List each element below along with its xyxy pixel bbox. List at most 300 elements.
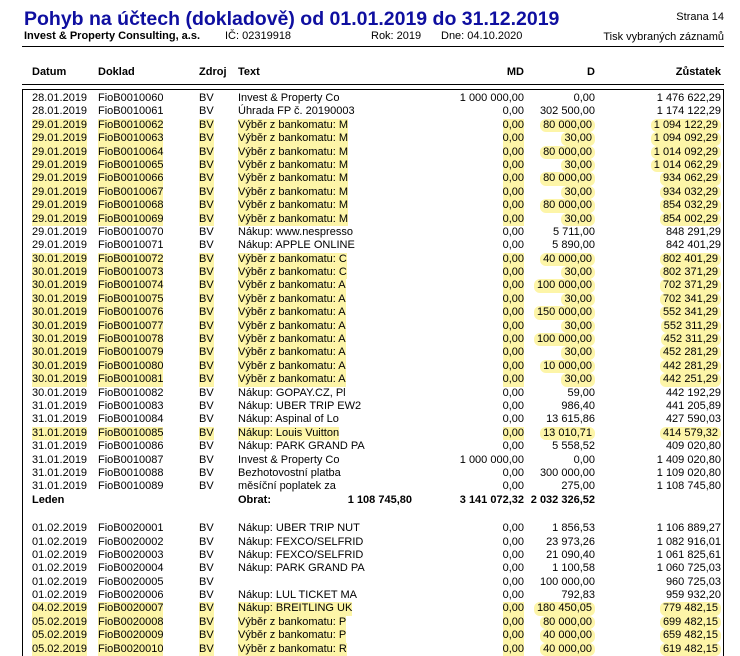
cell-txt: Nákup: BREITLING UK bbox=[238, 602, 353, 615]
cell-src: BV bbox=[199, 602, 214, 615]
cell-d: 80 000,00 bbox=[540, 199, 595, 212]
cell-d: 30,00 bbox=[561, 346, 595, 359]
cell-src: BV bbox=[199, 535, 214, 548]
cell-doc: FioB0010083 bbox=[98, 399, 164, 412]
summary-obrat-label: Obrat: bbox=[238, 493, 271, 506]
cell-date: 30.01.2019 bbox=[32, 346, 88, 359]
cell-src: BV bbox=[199, 629, 214, 642]
cell-bal: 854 002,29 bbox=[660, 213, 721, 226]
cell-doc: FioB0010077 bbox=[98, 319, 164, 332]
cell-doc: FioB0010081 bbox=[98, 373, 164, 386]
cell-md: 0,00 bbox=[502, 466, 524, 479]
cell-txt: Výběr z bankomatu: P bbox=[238, 615, 347, 628]
cell-md: 0,00 bbox=[502, 615, 524, 628]
cell-doc: FioB0010080 bbox=[98, 359, 164, 372]
cell-src: BV bbox=[199, 225, 214, 238]
cell-md: 0,00 bbox=[502, 548, 524, 561]
cell-date: 30.01.2019 bbox=[32, 319, 88, 332]
cell-d: 5 890,00 bbox=[552, 239, 595, 252]
cell-src: BV bbox=[199, 185, 214, 198]
cell-doc: FioB0010084 bbox=[98, 413, 164, 426]
cell-src: BV bbox=[199, 440, 214, 453]
cell-date: 29.01.2019 bbox=[32, 185, 88, 198]
cell-bal: 802 401,29 bbox=[660, 253, 721, 266]
cell-date: 31.01.2019 bbox=[32, 480, 88, 493]
cell-doc: FioB0010060 bbox=[98, 92, 164, 104]
cell-d: 10 000,00 bbox=[540, 360, 595, 373]
cell-date: 01.02.2019 bbox=[32, 575, 88, 588]
cell-src: BV bbox=[199, 359, 214, 372]
cell-d: 0,00 bbox=[573, 92, 595, 104]
month-summary-row bbox=[0, 494, 740, 507]
cell-date: 31.01.2019 bbox=[32, 399, 88, 412]
cell-md: 0,00 bbox=[502, 480, 524, 493]
cell-bal: 934 032,29 bbox=[660, 186, 721, 199]
cell-d: 1 100,58 bbox=[552, 562, 595, 575]
cell-txt: Nákup: APPLE ONLINE bbox=[238, 239, 355, 252]
cell-src: BV bbox=[199, 562, 214, 575]
cell-bal: 1 409 020,80 bbox=[656, 453, 721, 466]
cell-date: 05.02.2019 bbox=[32, 642, 88, 655]
cell-txt: Výběr z bankomatu: M bbox=[238, 158, 349, 171]
table-row bbox=[0, 387, 740, 400]
cell-md: 0,00 bbox=[502, 642, 524, 655]
cell-bal: 702 341,29 bbox=[660, 293, 721, 306]
cell-bal: 552 311,29 bbox=[661, 320, 721, 333]
cell-doc: FioB0010063 bbox=[98, 132, 164, 145]
cell-d: 302 500,00 bbox=[539, 105, 595, 118]
table-row bbox=[0, 333, 740, 346]
cell-src: BV bbox=[199, 292, 214, 305]
cell-bal: 1 014 092,29 bbox=[651, 146, 721, 159]
cell-doc: FioB0020010 bbox=[98, 642, 164, 655]
cell-d: 30,00 bbox=[561, 159, 595, 172]
cell-date: 29.01.2019 bbox=[32, 212, 88, 225]
cell-d: 150 000,00 bbox=[534, 306, 595, 319]
cell-d: 0,00 bbox=[573, 453, 595, 466]
cell-doc: FioB0010062 bbox=[98, 118, 164, 131]
cell-bal: 659 482,15 bbox=[660, 629, 721, 642]
cell-bal: 1 094 122,29 bbox=[651, 119, 721, 132]
cell-date: 31.01.2019 bbox=[32, 440, 88, 453]
cell-d: 13 615,86 bbox=[546, 413, 595, 426]
cell-d: 986,40 bbox=[561, 399, 595, 412]
cell-txt: Nákup: www.nespresso bbox=[238, 225, 353, 238]
cell-doc: FioB0010079 bbox=[98, 346, 164, 359]
cell-d: 792,83 bbox=[561, 589, 595, 602]
cell-md: 0,00 bbox=[502, 239, 524, 252]
table-row bbox=[0, 146, 740, 159]
report-date: Dne: 04.10.2020 bbox=[441, 30, 523, 42]
cell-date: 30.01.2019 bbox=[32, 306, 88, 319]
cell-d: 80 000,00 bbox=[540, 119, 595, 132]
table-row bbox=[0, 226, 740, 239]
cell-md: 0,00 bbox=[502, 132, 524, 145]
table-row bbox=[0, 602, 740, 615]
cell-d: 180 450,05 bbox=[534, 602, 595, 615]
cell-src: BV bbox=[199, 615, 214, 628]
cell-doc: FioB0010074 bbox=[98, 279, 164, 292]
cell-txt: Nákup: FEXCO/SELFRID bbox=[238, 548, 364, 561]
column-header-balance: Zůstatek bbox=[675, 66, 721, 78]
cell-d: 30,00 bbox=[561, 186, 595, 199]
table-row bbox=[0, 629, 740, 642]
cell-txt: Výběr z bankomatu: C bbox=[238, 266, 347, 279]
cell-bal: 409 020,80 bbox=[665, 440, 721, 453]
table-row bbox=[0, 293, 740, 306]
cell-src: BV bbox=[199, 212, 214, 225]
cell-src: BV bbox=[199, 279, 214, 292]
cell-md: 0,00 bbox=[502, 292, 524, 305]
table-row bbox=[0, 360, 740, 373]
cell-d: 59,00 bbox=[567, 386, 595, 399]
cell-doc: FioB0010085 bbox=[98, 426, 164, 439]
cell-bal: 427 590,03 bbox=[665, 413, 721, 426]
table-row bbox=[0, 346, 740, 359]
table-row bbox=[0, 400, 740, 413]
cell-txt: Výběr z bankomatu: M bbox=[238, 118, 349, 131]
cell-txt: Nákup: UBER TRIP NUT bbox=[238, 522, 360, 535]
table-row bbox=[0, 427, 740, 440]
cell-md: 0,00 bbox=[502, 602, 524, 615]
cell-d: 23 973,26 bbox=[546, 535, 595, 548]
cell-d: 1 856,53 bbox=[552, 522, 595, 535]
cell-md: 0,00 bbox=[502, 306, 524, 319]
cell-bal: 441 205,89 bbox=[665, 399, 721, 412]
cell-date: 01.02.2019 bbox=[32, 548, 88, 561]
cell-date: 05.02.2019 bbox=[32, 615, 88, 628]
cell-bal: 779 482,15 bbox=[660, 602, 721, 615]
cell-bal: 1 094 092,29 bbox=[651, 132, 721, 145]
cell-d: 30,00 bbox=[561, 293, 595, 306]
cell-src: BV bbox=[199, 426, 214, 439]
cell-d: 30,00 bbox=[561, 213, 595, 226]
table-row bbox=[0, 239, 740, 252]
cell-txt: Nákup: FEXCO/SELFRID bbox=[238, 535, 364, 548]
cell-date: 29.01.2019 bbox=[32, 158, 88, 171]
print-note: Tisk vybraných záznamů bbox=[603, 31, 724, 43]
table-row bbox=[0, 522, 740, 535]
cell-date: 30.01.2019 bbox=[32, 386, 88, 399]
cell-txt: Výběr z bankomatu: A bbox=[238, 346, 346, 359]
cell-txt: Výběr z bankomatu: M bbox=[238, 185, 349, 198]
cell-txt: Nákup: GOPAY.CZ, Pl bbox=[238, 386, 346, 399]
table-row bbox=[0, 159, 740, 172]
cell-md: 0,00 bbox=[502, 386, 524, 399]
cell-doc: FioB0010075 bbox=[98, 292, 164, 305]
cell-doc: FioB0020004 bbox=[98, 562, 164, 575]
cell-bal: 848 291,29 bbox=[665, 225, 721, 238]
cell-d: 30,00 bbox=[561, 373, 595, 386]
table-row bbox=[0, 119, 740, 132]
cell-src: BV bbox=[199, 333, 214, 346]
cell-src: BV bbox=[199, 319, 214, 332]
table-row bbox=[0, 213, 740, 226]
cell-bal: 1 014 062,29 bbox=[651, 159, 721, 172]
table-row bbox=[0, 105, 740, 118]
cell-src: BV bbox=[199, 642, 214, 655]
table-row bbox=[0, 266, 740, 279]
cell-d: 30,00 bbox=[561, 132, 595, 145]
cell-d: 80 000,00 bbox=[540, 146, 595, 159]
cell-doc: FioB0020008 bbox=[98, 615, 164, 628]
cell-md: 0,00 bbox=[502, 266, 524, 279]
table-row bbox=[0, 549, 740, 562]
cell-bal: 442 192,29 bbox=[665, 386, 721, 399]
cell-date: 01.02.2019 bbox=[32, 522, 88, 535]
cell-txt: Výběr z bankomatu: P bbox=[238, 629, 347, 642]
cell-doc: FioB0010087 bbox=[98, 453, 164, 466]
cell-bal: 699 482,15 bbox=[660, 616, 721, 629]
cell-doc: FioB0020009 bbox=[98, 629, 164, 642]
cell-src: BV bbox=[199, 373, 214, 386]
cell-doc: FioB0010073 bbox=[98, 266, 164, 279]
table-row bbox=[0, 279, 740, 292]
column-header-md: MD bbox=[506, 66, 524, 78]
cell-txt: Invest & Property Co bbox=[238, 92, 340, 104]
cell-date: 01.02.2019 bbox=[32, 589, 88, 602]
cell-txt: Úhrada FP č. 20190003 bbox=[238, 105, 355, 118]
cell-doc: FioB0010066 bbox=[98, 172, 164, 185]
cell-src: BV bbox=[199, 386, 214, 399]
table-row bbox=[0, 454, 740, 467]
cell-txt: Invest & Property Co bbox=[238, 453, 340, 466]
cell-src: BV bbox=[199, 172, 214, 185]
cell-doc: FioB0010070 bbox=[98, 225, 164, 238]
report-title: Pohyb na účtech (dokladově) od 01.01.2019 do 31.12.2019 bbox=[24, 8, 560, 30]
table-row bbox=[0, 413, 740, 426]
summary-md-total: 3 141 072,32 bbox=[459, 493, 524, 506]
cell-bal: 1 108 745,80 bbox=[656, 480, 721, 493]
cell-src: BV bbox=[199, 199, 214, 212]
cell-txt: Výběr z bankomatu: M bbox=[238, 145, 349, 158]
table-row bbox=[0, 172, 740, 185]
ledger-table bbox=[0, 92, 740, 656]
cell-md: 0,00 bbox=[502, 346, 524, 359]
cell-md: 0,00 bbox=[502, 522, 524, 535]
summary-balance: 1 108 745,80 bbox=[347, 493, 412, 506]
cell-bal: 619 482,15 bbox=[660, 643, 721, 656]
cell-doc: FioB0010076 bbox=[98, 306, 164, 319]
cell-md: 0,00 bbox=[502, 440, 524, 453]
table-row bbox=[0, 320, 740, 333]
table-row bbox=[0, 536, 740, 549]
cell-src: BV bbox=[199, 118, 214, 131]
cell-date: 30.01.2019 bbox=[32, 279, 88, 292]
column-header-divider bbox=[22, 84, 724, 85]
table-row bbox=[0, 643, 740, 656]
cell-doc: FioB0010064 bbox=[98, 145, 164, 158]
cell-md: 0,00 bbox=[502, 105, 524, 118]
cell-md: 0,00 bbox=[502, 562, 524, 575]
cell-doc: FioB0020002 bbox=[98, 535, 164, 548]
cell-src: BV bbox=[199, 145, 214, 158]
cell-bal: 442 251,29 bbox=[660, 373, 721, 386]
cell-md: 0,00 bbox=[502, 252, 524, 265]
cell-bal: 842 401,29 bbox=[665, 239, 721, 252]
cell-date: 31.01.2019 bbox=[32, 466, 88, 479]
cell-txt: Nákup: LUL TICKET MA bbox=[238, 589, 358, 602]
cell-md: 0,00 bbox=[502, 629, 524, 642]
table-row bbox=[0, 440, 740, 453]
cell-md: 0,00 bbox=[502, 575, 524, 588]
page-number: Strana 14 bbox=[676, 11, 724, 23]
cell-doc: FioB0020003 bbox=[98, 548, 164, 561]
cell-bal: 959 932,20 bbox=[665, 589, 721, 602]
cell-bal: 802 371,29 bbox=[660, 266, 721, 279]
cell-doc: FioB0010072 bbox=[98, 252, 164, 265]
cell-txt: Výběr z bankomatu: M bbox=[238, 199, 349, 212]
cell-txt: Nákup: PARK GRAND PA bbox=[238, 440, 365, 453]
cell-date: 31.01.2019 bbox=[32, 413, 88, 426]
table-row bbox=[0, 373, 740, 386]
cell-bal: 552 341,29 bbox=[660, 306, 721, 319]
cell-bal: 854 032,29 bbox=[660, 199, 721, 212]
cell-d: 5 711,00 bbox=[552, 225, 595, 238]
table-row bbox=[0, 576, 740, 589]
cell-md: 0,00 bbox=[502, 426, 524, 439]
cell-date: 30.01.2019 bbox=[32, 359, 88, 372]
cell-doc: FioB0010078 bbox=[98, 333, 164, 346]
cell-txt: Výběr z bankomatu: A bbox=[238, 333, 346, 346]
cell-doc: FioB0020006 bbox=[98, 589, 164, 602]
cell-src: BV bbox=[199, 522, 214, 535]
cell-date: 05.02.2019 bbox=[32, 629, 88, 642]
cell-md: 0,00 bbox=[502, 145, 524, 158]
cell-bal: 1 109 020,80 bbox=[656, 466, 721, 479]
cell-date: 30.01.2019 bbox=[32, 292, 88, 305]
cell-d: 100 000,00 bbox=[534, 279, 595, 292]
cell-txt: Výběr z bankomatu: C bbox=[238, 252, 347, 265]
company-ic: IČ: 02319918 bbox=[225, 30, 292, 42]
cell-doc: FioB0010086 bbox=[98, 440, 164, 453]
cell-d: 21 090,40 bbox=[546, 548, 595, 561]
cell-txt: Nákup: UBER TRIP EW2 bbox=[238, 399, 362, 412]
summary-label: Leden bbox=[32, 493, 65, 506]
cell-src: BV bbox=[199, 239, 214, 252]
cell-d: 275,00 bbox=[561, 480, 595, 493]
cell-date: 29.01.2019 bbox=[32, 239, 88, 252]
table-row bbox=[0, 480, 740, 493]
summary-d-total: 2 032 326,52 bbox=[530, 493, 595, 506]
cell-md: 0,00 bbox=[502, 359, 524, 372]
cell-d: 300 000,00 bbox=[539, 466, 595, 479]
cell-bal: 1 174 122,29 bbox=[656, 105, 721, 118]
cell-date: 29.01.2019 bbox=[32, 199, 88, 212]
cell-date: 28.01.2019 bbox=[32, 92, 88, 104]
cell-bal: 934 062,29 bbox=[660, 172, 721, 185]
cell-d: 13 010,71 bbox=[540, 427, 595, 440]
cell-src: BV bbox=[199, 105, 214, 118]
cell-txt: Výběr z bankomatu: R bbox=[238, 642, 347, 655]
cell-d: 80 000,00 bbox=[540, 616, 595, 629]
cell-doc: FioB0010068 bbox=[98, 199, 164, 212]
cell-src: BV bbox=[199, 158, 214, 171]
cell-txt: Nákup: PARK GRAND PA bbox=[238, 562, 365, 575]
table-row bbox=[0, 132, 740, 145]
cell-txt: Nákup: Louis Vuitton bbox=[238, 426, 340, 439]
cell-doc: FioB0020005 bbox=[98, 575, 164, 588]
cell-doc: FioB0010069 bbox=[98, 212, 164, 225]
header-divider bbox=[22, 46, 724, 47]
cell-bal: 442 281,29 bbox=[660, 360, 721, 373]
cell-date: 29.01.2019 bbox=[32, 118, 88, 131]
cell-doc: FioB0010071 bbox=[98, 239, 164, 252]
cell-txt: Výběr z bankomatu: A bbox=[238, 279, 346, 292]
cell-txt: Výběr z bankomatu: M bbox=[238, 212, 349, 225]
cell-txt: Bezhotovostní platba bbox=[238, 466, 341, 479]
cell-doc: FioB0010082 bbox=[98, 386, 164, 399]
table-row bbox=[0, 306, 740, 319]
table-row bbox=[0, 589, 740, 602]
cell-txt: Výběr z bankomatu: A bbox=[238, 306, 346, 319]
cell-date: 30.01.2019 bbox=[32, 252, 88, 265]
column-header-date: Datum bbox=[32, 66, 67, 78]
company-name: Invest & Property Consulting, a.s. bbox=[24, 30, 201, 42]
cell-doc: FioB0010061 bbox=[98, 105, 164, 118]
cell-txt: měsíční poplatek za bbox=[238, 480, 336, 493]
cell-txt: Výběr z bankomatu: A bbox=[238, 319, 346, 332]
cell-bal: 452 281,29 bbox=[660, 346, 721, 359]
cell-md: 0,00 bbox=[502, 158, 524, 171]
cell-date: 01.02.2019 bbox=[32, 562, 88, 575]
cell-doc: FioB0020007 bbox=[98, 602, 164, 615]
cell-md: 0,00 bbox=[502, 118, 524, 131]
column-header-source: Zdroj bbox=[199, 66, 227, 78]
cell-d: 30,00 bbox=[561, 266, 595, 279]
cell-md: 0,00 bbox=[502, 279, 524, 292]
cell-d: 100 000,00 bbox=[539, 575, 595, 588]
cell-bal: 414 579,32 bbox=[660, 427, 721, 440]
cell-txt: Výběr z bankomatu: M bbox=[238, 132, 349, 145]
cell-txt: Výběr z bankomatu: M bbox=[238, 172, 349, 185]
cell-bal: 1 476 622,29 bbox=[656, 92, 721, 104]
cell-md: 0,00 bbox=[502, 333, 524, 346]
cell-d: 30,00 bbox=[561, 320, 595, 333]
cell-date: 28.01.2019 bbox=[32, 105, 88, 118]
cell-doc: FioB0010088 bbox=[98, 466, 164, 479]
cell-src: BV bbox=[199, 92, 214, 104]
cell-md: 0,00 bbox=[502, 212, 524, 225]
cell-src: BV bbox=[199, 453, 214, 466]
cell-d: 100 000,00 bbox=[534, 333, 595, 346]
table-row bbox=[0, 92, 740, 105]
cell-src: BV bbox=[199, 266, 214, 279]
cell-d: 40 000,00 bbox=[540, 643, 595, 656]
section-gap bbox=[0, 507, 740, 522]
table-row bbox=[0, 562, 740, 575]
cell-date: 31.01.2019 bbox=[32, 453, 88, 466]
cell-md: 0,00 bbox=[502, 399, 524, 412]
cell-date: 30.01.2019 bbox=[32, 373, 88, 386]
cell-date: 29.01.2019 bbox=[32, 225, 88, 238]
cell-src: BV bbox=[199, 466, 214, 479]
cell-txt: Výběr z bankomatu: A bbox=[238, 359, 346, 372]
cell-d: 5 558,52 bbox=[552, 440, 595, 453]
cell-md: 0,00 bbox=[502, 185, 524, 198]
cell-src: BV bbox=[199, 413, 214, 426]
table-row bbox=[0, 467, 740, 480]
cell-src: BV bbox=[199, 346, 214, 359]
cell-bal: 452 311,29 bbox=[661, 333, 721, 346]
cell-d: 80 000,00 bbox=[540, 172, 595, 185]
cell-txt: Nákup: Aspinal of Lo bbox=[238, 413, 339, 426]
cell-bal: 1 106 889,27 bbox=[656, 522, 721, 535]
cell-src: BV bbox=[199, 399, 214, 412]
cell-src: BV bbox=[199, 575, 214, 588]
cell-src: BV bbox=[199, 480, 214, 493]
cell-bal: 1 082 916,01 bbox=[656, 535, 721, 548]
